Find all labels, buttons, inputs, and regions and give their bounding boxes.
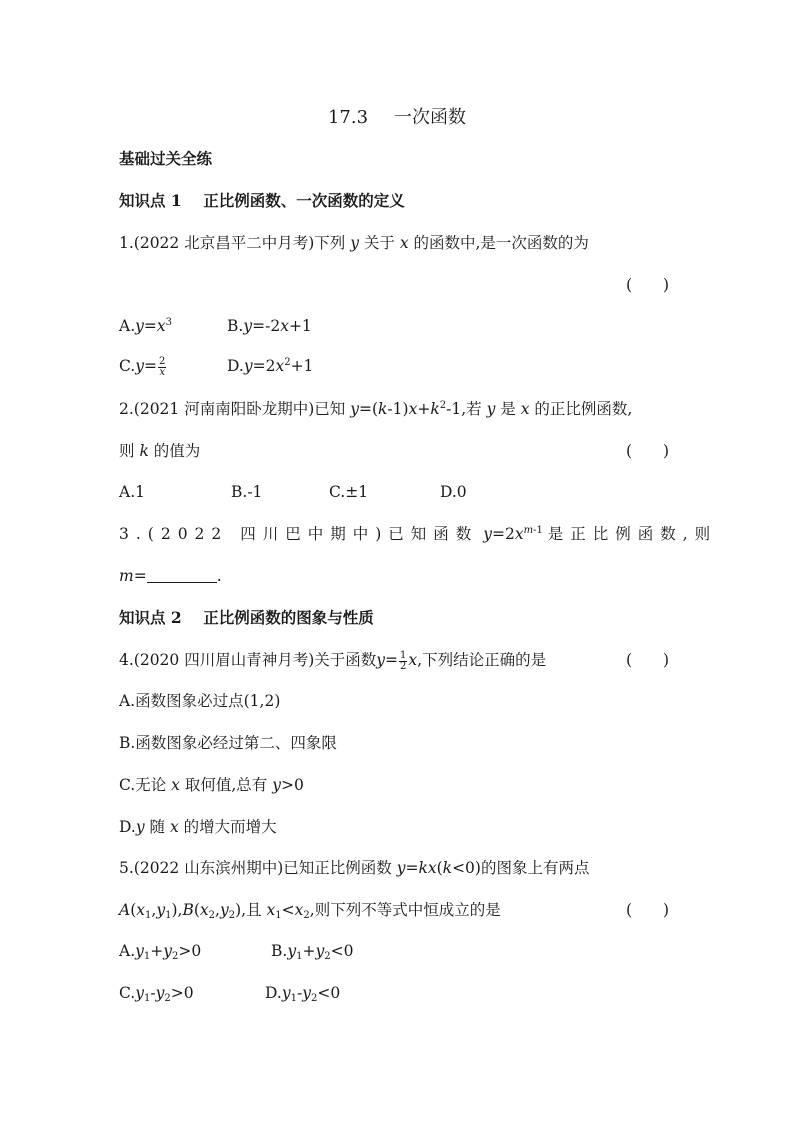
answer-paren-q2: ( )	[626, 442, 670, 460]
q5-option-d: $D.y_1-y_2<0$	[265, 984, 341, 1004]
q4-suffix: ,下列结论正确的是	[417, 651, 547, 669]
kp1-label: 知识点 1	[119, 191, 182, 210]
q1-prefix: 1.(2022 北京昌平二中月考)下列	[119, 234, 351, 252]
q2-option-c: C.±1	[329, 483, 369, 501]
q4-option-a: A.函数图象必过点(1,2)	[119, 692, 281, 710]
q1-option-a: $A.y=x^3$	[119, 317, 173, 335]
q5-options-row-1	[119, 941, 353, 961]
q5-suffix: 的图象上有两点	[480, 859, 590, 877]
question-3: 3.(2022 四川巴中期中)已知函数 $y=2x^{m-1}$ 是正比例函数,则	[119, 525, 718, 543]
question-1	[119, 233, 589, 253]
q4-option-d: D.y 随 x 的增大而增大	[119, 818, 277, 836]
answer-paren-q5: ( )	[626, 901, 670, 919]
q5-option-c: $C.y_1-y_2>0$	[119, 984, 194, 1004]
q2-options	[119, 482, 467, 502]
answer-paren-q1: ( )	[626, 276, 670, 294]
q1-option-b: B.y=-2x+1	[227, 317, 312, 335]
fraction-2-over-x: $\frac{2}{x}$	[159, 355, 166, 378]
kp2-text: 正比例函数的图象与性质	[203, 608, 374, 627]
q2-option-a: A.1	[119, 483, 145, 501]
section-number: 17.3	[327, 107, 369, 128]
q1-options-row-2	[119, 356, 313, 378]
section-heading: 基础过关全练	[119, 149, 213, 168]
question-3-line-2: m= .	[119, 567, 222, 585]
q4-option-b: B.函数图象必经过第二、四象限	[119, 734, 337, 752]
q1-var-x: x	[399, 234, 409, 252]
q2-suffix: ,若	[461, 400, 487, 418]
q1-mid: 关于	[358, 234, 400, 252]
page-title	[0, 106, 794, 130]
q1-options-row-1	[119, 316, 312, 336]
q1-option-c: C.y= $\frac{2}{x}$	[119, 355, 166, 378]
q5-option-a: $A.y_1+y_2>0$	[119, 942, 202, 962]
q4-option-c: C.无论 x 取何值,总有 y>0	[119, 776, 304, 794]
q1-suffix: 的函数中,是一次函数的为	[408, 234, 589, 252]
q2-prefix: 2.(2021 河南南阳卧龙期中)已知	[119, 400, 351, 418]
q3-suffix: 是正比例函数,则	[547, 525, 718, 543]
kp1-text: 正比例函数、一次函数的定义	[203, 191, 405, 210]
q3-prefix: 3.(2022 四川巴中期中)已知函数	[119, 525, 479, 543]
fraction-1-over-2: $\frac{1}{2}$	[400, 649, 407, 672]
q1-option-d: $D.y=2x^2+1$	[227, 357, 314, 375]
question-2: 2.(2021 河南南阳卧龙期中)已知 $y=(k-1)x+k^2-1$,若 y 是 x 的正比例函数,	[119, 400, 633, 418]
question-4: 4.(2020 四川眉山青神月考)关于函数y= $\frac{1}{2}$ x,下列结论正确的是	[119, 649, 547, 672]
q5-option-b: $B.y_1+y_2<0$	[271, 942, 354, 962]
q5-prefix: 5.(2022 山东滨州期中)已知正比例函数	[119, 859, 397, 877]
q1-var-y: y	[350, 234, 359, 252]
q2-option-d: D.0	[440, 483, 467, 501]
question-2-line-2: 则 k 的值为	[119, 442, 201, 460]
title-text: 一次函数	[394, 107, 467, 128]
q5-options-row-2	[119, 983, 340, 1003]
answer-paren-q4: ( )	[626, 651, 670, 669]
q2-option-b: B.-1	[231, 483, 263, 501]
knowledge-point-1	[119, 191, 405, 211]
kp2-label: 知识点 2	[119, 608, 182, 627]
question-5-line-2: $A(x_1,y_1),B(x_2,y_2)$,且 $x_1<x_2$,则下列不等式中恒成立的是	[119, 901, 501, 921]
answer-blank-q3[interactable]	[147, 568, 217, 583]
q4-prefix: 4.(2020 四川眉山青神月考)关于函数	[119, 651, 377, 669]
knowledge-point-2	[119, 608, 374, 628]
question-5: 5.(2022 山东滨州期中)已知正比例函数 y=kx(k<0)的图象上有两点	[119, 859, 590, 877]
